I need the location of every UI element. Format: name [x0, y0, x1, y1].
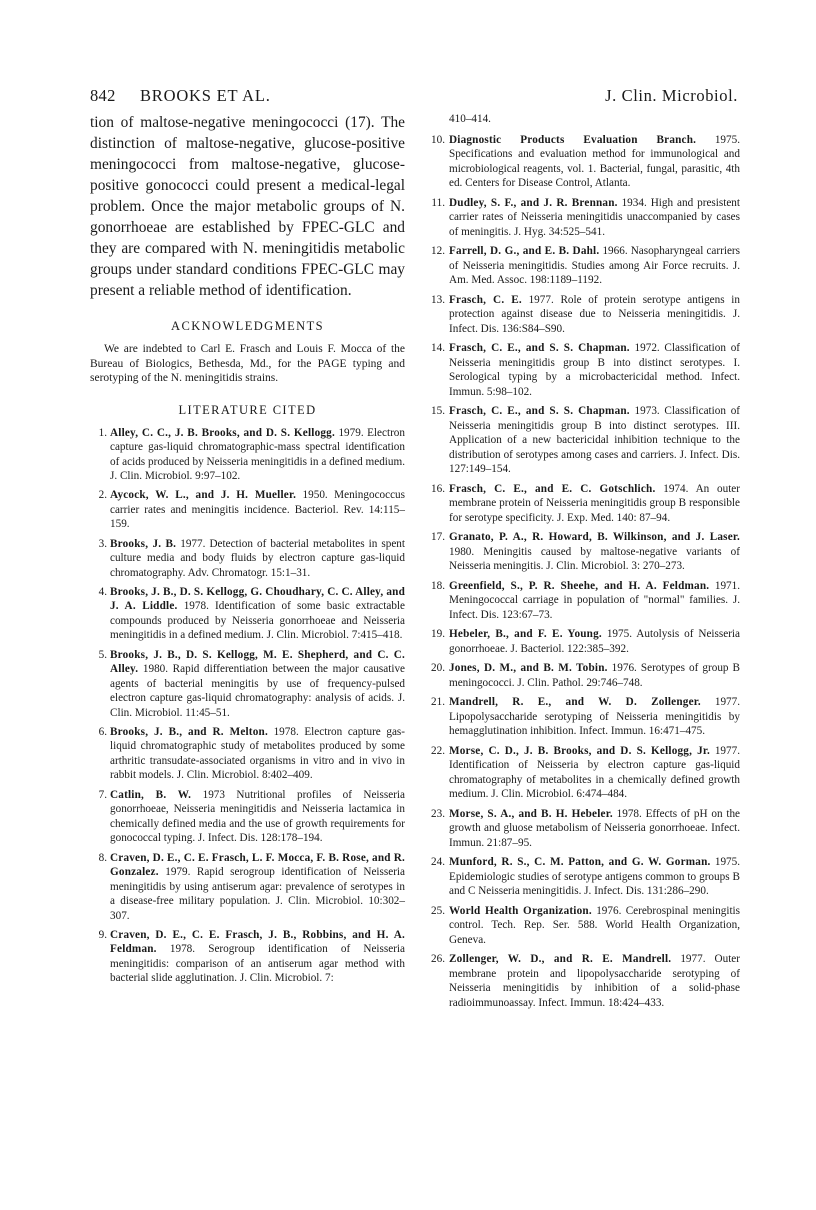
- reference-text: 1976. Cerebrospinal meningitis control. Tech. Rep. Ser. 588. World Health Organization, Geneva.: [449, 904, 741, 946]
- reference-number: 24.: [431, 856, 445, 868]
- reference-item: [427, 133, 740, 191]
- reference-item: [90, 648, 405, 721]
- reference-authors: Hebeler, B., and F. E. Young.: [449, 628, 602, 640]
- reference-number: 14.: [431, 342, 445, 354]
- reference-item: [90, 537, 405, 581]
- reference-authors: Aycock, W. L., and J. H. Mueller.: [110, 489, 297, 502]
- reference-number: 13.: [431, 293, 445, 306]
- body-paragraph: tion of maltose-negative meningococci (17). The distinction of maltose-negative, glucose-positive meningococci from maltose-negative, glucose-positive gonococci could present a medical-legal problem. Once the major metabolic groups of N. gonorrhoeae are established by FPEC-GLC and they are compared with N. meningitidis metabolic groups under standard conditions FPEC-GLC may present a reliable method of identification.: [90, 114, 405, 299]
- reference-authors: Brooks, J. B.: [110, 537, 177, 550]
- journal-name: J. Clin. Microbiol.: [605, 86, 738, 105]
- reference-number: 9.: [98, 928, 107, 941]
- reference-number: 8.: [98, 851, 107, 864]
- reference-number: 4.: [98, 585, 107, 598]
- reference-text: 1977. Identification of Neisseria by electron capture gas-liquid chromatography of metabolites in a chemically defined growth medium. J. Clin. Microbiol. 6:474–484.: [449, 744, 740, 800]
- reference-authors: Jones, D. M., and B. M. Tobin.: [449, 662, 608, 674]
- reference-text: 1977. Detection of bacterial metabolites in spent culture media and body fluids by electron capture gas-liquid chromatography. Adv. Chromatogr. 15:1–31.: [110, 537, 405, 579]
- reference-item: [427, 627, 740, 656]
- reference-number: 1.: [98, 426, 107, 439]
- reference-list-right: [427, 133, 740, 1011]
- reference-number: 7.: [98, 788, 107, 801]
- reference-authors: Morse, C. D., J. B. Brooks, and D. S. Kellogg, Jr.: [449, 744, 711, 757]
- reference-text: 1977. Role of protein serotype antigens in protection against disease due to Neisseria meningitidis. J. Infect. Dis. 136:S84–S90.: [449, 293, 740, 335]
- reference-item: [427, 904, 740, 948]
- reference-authors: Frasch, C. E.: [449, 293, 522, 306]
- reference-number: 26.: [431, 953, 445, 965]
- reference-text: 1978. Identification of some basic extractable compounds produced by Neisseria gonorrhoeae and Neisseria meningitidis in a defined medium. J. Clin. Microbiol. 7:415–418.: [110, 600, 405, 642]
- reference-authors: Morse, S. A., and B. H. Hebeler.: [449, 807, 613, 820]
- reference-number: 25.: [431, 904, 445, 917]
- reference-authors: Alley, C. C., J. B. Brooks, and D. S. Kellogg.: [110, 426, 335, 439]
- reference-item: [427, 744, 740, 802]
- reference-authors: Diagnostic Products Evaluation Branch.: [449, 133, 697, 146]
- reference-number: 6.: [98, 725, 107, 738]
- reference-item: [90, 928, 405, 986]
- reference-text: 1977. Outer membrane protein and lipopolysaccharide serotyping of Neisseria meningitidis by inhibition of a solid-phase radioimmunoassay. Infect. Immun. 18:424–433.: [449, 953, 740, 1009]
- reference-authors: Brooks, J. B., and R. Melton.: [110, 725, 268, 738]
- reference-text: 1971. Meningococcal carriage in population of "normal" families. J. Infect. Dis. 123:67–73.: [449, 579, 741, 621]
- reference-item: [427, 341, 740, 399]
- reference-authors: Granato, P. A., R. Howard, B. Wilkinson, and J. Laser.: [449, 531, 740, 543]
- reference-text: 1977. Lipopolysaccharide serotyping of Neisseria meningitidis by hemagglutination inhibition. Infect. Immun. 16:471–475.: [449, 696, 741, 737]
- reference-number: 18.: [431, 579, 445, 592]
- reference-authors: Frasch, C. E., and S. S. Chapman.: [449, 405, 630, 417]
- reference-item: [427, 579, 740, 623]
- reference-item: [427, 807, 740, 851]
- reference-text: 1978. Effects of pH on the growth and gluose metabolism of Neisseria gonorrhoeae. Infect. Immun. 21:87–95.: [449, 807, 741, 849]
- reference-item: [90, 585, 405, 643]
- reference-authors: Brooks, J. B., D. S. Kellogg, G. Choudhary, C. C. Alley, and J. A. Liddle.: [110, 585, 405, 613]
- acknowledgments-heading: ACKNOWLEDGMENTS: [171, 319, 324, 333]
- reference-number: 3.: [98, 537, 107, 550]
- reference-number: 21.: [431, 696, 445, 708]
- reference-authors: Brooks, J. B., D. S. Kellogg, M. E. Shepherd, and C. C. Alley.: [110, 648, 405, 676]
- reference-number: 17.: [431, 531, 445, 543]
- right-column: [427, 112, 740, 1015]
- reference-number: 20.: [431, 662, 445, 674]
- reference-authors: Zollenger, W. D., and R. E. Mandrell.: [449, 953, 672, 965]
- reference-list-left: [90, 426, 405, 986]
- reference-text: 1966. Nasopharyngeal carriers of Neisseria meningitidis. Studies among Air Force recruits. J. Am. Med. Assoc. 198:1189–1192.: [449, 245, 740, 286]
- page-number: 842: [90, 86, 116, 105]
- reference-item: [427, 293, 740, 337]
- reference-text: 1978. Serogroup identification of Neisseria meningitidis: comparison of an antiserum agar method with bacterial slide agglutination. J. Clin. Microbiol. 7:: [110, 943, 406, 985]
- reference-number: 15.: [431, 405, 445, 417]
- reference-item: [427, 244, 740, 288]
- reference-text: 1975. Specifications and evaluation method for immunological and microbiological reagents, vol. 1. Bacterial, fungal, parasitic, 4th ed. Centers for Disease Control, Atlanta.: [449, 133, 740, 189]
- reference-number: 10.: [431, 133, 445, 146]
- acknowledgments-text: We are indebted to Carl E. Frasch and Louis F. Mocca of the Bureau of Biologics, Bethesda, Md., for the PAGE typing and serotyping of the N. meningitidis strains.: [90, 343, 405, 384]
- reference-item: [90, 488, 405, 532]
- reference-item: [427, 661, 740, 690]
- reference-text: 1934. High and presistent carrier rates of Neisseria meningitidis unaccompanied by cases of meningitis. J. Hyg. 34:525–541.: [449, 196, 740, 238]
- reference-item: [427, 695, 740, 739]
- reference-item: [427, 196, 740, 240]
- reference-text: 1980. Rapid differentiation between the major causative agents of bacterial meningitis by use of frequency-pulsed electron capture gas-liquid chromatography: analysis of acids. J. Clin. Microbiol. 11:45–51.: [110, 663, 406, 719]
- reference-authors: Craven, D. E., C. E. Frasch, J. B., Robbins, and H. A. Feldman.: [110, 928, 405, 956]
- reference-authors: Frasch, C. E., and S. S. Chapman.: [449, 342, 630, 354]
- reference-text: 1974. An outer membrane protein of Neisseria meningitidis group B responsible for serotype specificity. J. Exp. Med. 140: 87–94.: [449, 482, 740, 524]
- reference-text: 1975. Autolysis of Neisseria gonorrhoeae. J. Bacteriol. 122:385–392.: [449, 628, 740, 655]
- reference-authors: Munford, R. S., C. M. Patton, and G. W. Gorman.: [449, 856, 711, 868]
- reference-number: 16.: [431, 482, 445, 495]
- reference-number: 5.: [98, 648, 107, 661]
- reference-authors: Greenfield, S., P. R. Sheehe, and H. A. Feldman.: [449, 579, 710, 592]
- reference-text: 1950. Meningococcus carrier rates and meningitis incidence. Bacteriol. Rev. 14:115–159.: [110, 489, 406, 531]
- reference-text: 1979. Rapid serogroup identification of Neisseria meningitidis by using antiserum agar: prevalence of serotypes in a disease-free military population. J. Clin. Microbiol. 10:302–307.: [110, 866, 405, 922]
- reference-item: [427, 404, 740, 477]
- reference-item: [427, 530, 740, 574]
- reference-number: 12.: [431, 245, 445, 257]
- reference-item: [427, 855, 740, 899]
- reference-item: [90, 788, 405, 846]
- reference-text: 1978. Electron capture gas-liquid chromatographic study of metabolites produced by some arthritic transudate-associated organisms in vitro and in vivo in rabbit models. J. Clin. Microbiol. 8:402–409.: [110, 725, 406, 782]
- running-authors: BROOKS ET AL.: [140, 86, 271, 105]
- reference-authors: Mandrell, R. E., and W. D. Zollenger.: [449, 696, 701, 708]
- reference-authors: Craven, D. E., C. E. Frasch, L. F. Mocca, F. B. Rose, and R. Gonzalez.: [110, 851, 405, 879]
- reference-authors: Catlin, B. W.: [110, 788, 192, 801]
- reference-text: 1973 Nutritional profiles of Neisseria gonorrhoeae, Neisseria meningitidis and Neisseria lactamica in chemically defined media and the use of growth requirements for gonococcal typing. J. Infect. Dis. 128:178–194.: [110, 788, 405, 845]
- running-header: [90, 86, 738, 108]
- reference-text: 1976. Serotypes of group B meningococci. J. Clin. Pathol. 29:746–748.: [449, 662, 741, 689]
- reference-number: 11.: [431, 196, 445, 209]
- reference-text: 1973. Classification of Neisseria meningitidis group B into distinct serotypes. III. Application of a new bactericidal inhibition technique to the distribution of serotypes among cases and carriers. J. Infect. Dis. 127:149–154.: [449, 405, 741, 475]
- reference-item: [90, 426, 405, 484]
- reference-authors: World Health Organization.: [449, 904, 592, 917]
- reference-item: [427, 482, 740, 526]
- reference-text: 1979. Electron capture gas-liquid chromatographic-mass spectral identification of acids produced by Neisseria meningitidis in a defined medium. J. Clin. Microbiol. 9:97–102.: [110, 426, 405, 482]
- reference-continuation: 410–414.: [449, 113, 491, 125]
- left-column: [90, 112, 405, 991]
- literature-heading: LITERATURE CITED: [178, 402, 317, 417]
- reference-text: 1980. Meningitis caused by maltose-negative variants of Neisseria meningitis. J. Clin. Microbiol. 3: 270–273.: [449, 545, 740, 572]
- reference-number: 23.: [431, 807, 445, 820]
- reference-authors: Dudley, S. F., and J. R. Brennan.: [449, 196, 618, 209]
- reference-item: [90, 725, 405, 783]
- reference-item: [90, 851, 405, 924]
- reference-number: 19.: [431, 628, 445, 640]
- reference-item: [427, 952, 740, 1010]
- reference-number: 2.: [98, 489, 107, 502]
- reference-authors: Farrell, D. G., and E. B. Dahl.: [449, 245, 600, 257]
- reference-number: 22.: [431, 744, 445, 757]
- reference-text: 1975. Epidemiologic studies of serotype antigens common to groups B and C Neisseria meningitidis. J. Infect. Dis. 131:286–290.: [449, 856, 741, 897]
- reference-authors: Frasch, C. E., and E. C. Gotschlich.: [449, 482, 656, 495]
- reference-text: 1972. Classification of Neisseria meningitidis group B into distinct serotypes. I. Serological typing by a microbactericidal method. Infect. Immun. 5:98–102.: [449, 342, 741, 398]
